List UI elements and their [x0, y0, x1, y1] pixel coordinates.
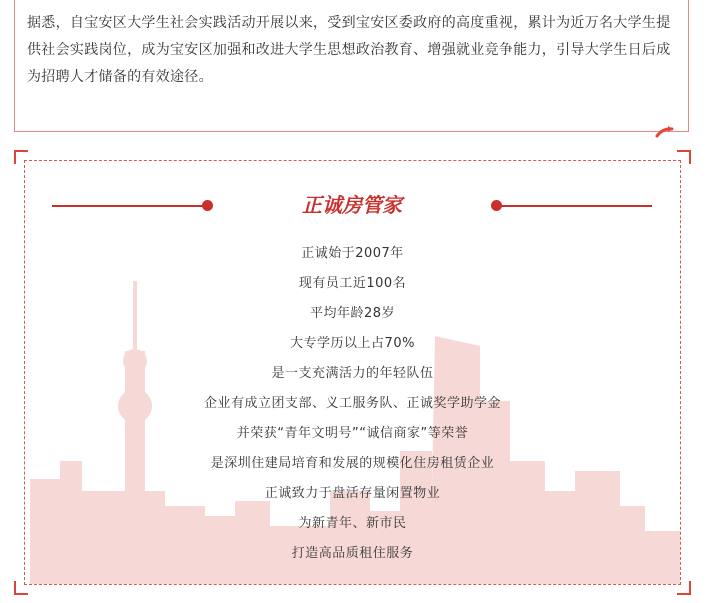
card-text-lines — [14, 239, 691, 569]
intro-box — [14, 0, 689, 132]
card-line: 是深圳住建局培育和发展的规模化住房租赁企业 — [210, 456, 495, 471]
title-row — [52, 190, 652, 220]
card-line: 为新青年、新市民 — [298, 516, 407, 531]
card-line: 现有员工近100名 — [298, 276, 407, 291]
card-line: 打造高品质租住服务 — [291, 546, 414, 561]
card-line: 并荣获“青年文明号”“诚信商家”等荣誉 — [236, 426, 469, 441]
intro-paragraph: 据悉，自宝安区大学生社会实践活动开展以来，受到宝安区委政府的高度重视，累计为近万名大学生提供社会实践岗位，成为宝安区加强和改进大学生思想政治教育、增强就业竞争能力，引导大学生日后成为招聘人才储备的有效途径。 — [27, 15, 671, 85]
card-line: 正诚始于2007年 — [301, 246, 404, 261]
card-title: 正诚房管家 — [302, 193, 402, 217]
card-line: 是一支充满活力的年轻队伍 — [271, 366, 434, 381]
card-line: 大专学历以上占70% — [290, 336, 415, 351]
card-line: 正诚致力于盘活存量闲置物业 — [264, 486, 441, 501]
corner-decoration — [14, 150, 28, 164]
card-line: 企业有成立团支部、义工服务队、正诚奖学助学金 — [203, 396, 501, 411]
card-line: 平均年龄28岁 — [309, 306, 396, 321]
curl-arrow-icon — [655, 126, 675, 138]
corner-decoration — [677, 581, 691, 595]
title-divider-right — [500, 205, 652, 207]
corner-decoration — [14, 581, 28, 595]
corner-decoration — [677, 150, 691, 164]
company-card — [14, 150, 691, 595]
